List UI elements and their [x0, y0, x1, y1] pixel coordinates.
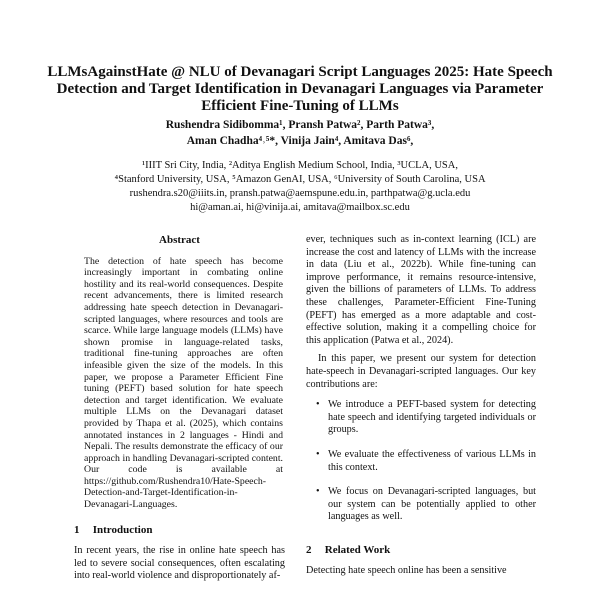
email-line: rushendra.s20@iiits.in, pransh.patwa@aemspune.edu.in, parthpatwa@g.ucla.edu	[129, 188, 471, 199]
affiliation-line: ¹IIIT Sri City, India, ²Aditya English Medium School, India, ³UCLA, USA,	[142, 160, 458, 171]
email-line: hi@aman.ai, hi@vinija.ai, amitava@mailbox.sc.edu	[190, 202, 410, 213]
affiliation-line: ⁴Stanford University, USA, ⁵Amazon GenAI, USA, ⁶University of South Carolina, USA	[114, 174, 486, 185]
bullet-icon: •	[316, 448, 320, 460]
list-item	[306, 399, 536, 437]
section-number: 1	[74, 523, 80, 536]
section-number: 2	[306, 543, 312, 556]
list-item-text: We evaluate the effectiveness of various LLMs in this context.	[328, 448, 536, 473]
list-item	[306, 486, 536, 524]
bullet-icon: •	[316, 399, 320, 411]
section-title: Related Work	[324, 543, 391, 556]
abstract-body: The detection of hate speech has become increasingly important in combating online hostility and its real-world consequences. Despite recent advancements, there is limited research addressing hate speech detection in Devanagari-scripted languages, where resources and tools are scarce. While large language models (LLMs) have shown promise in language-related tasks, traditional fine-tuning approaches are often infeasible given the size of the models. In this paper, we propose a Parameter Efficient Fine tuning (PEFT) based solution for hate speech detection and target identification. We evaluate multiple LLMs on the Devanagari dataset provided by Thapa et al. (2025), which contains annotated instances in 2 languages - Hindi and Nepali. The results demonstrate the efficacy of our approach in handling Devanagari-scripted content. Our code is available at https://github.com/Rushendra10/Hate-Speech-Detection-and-Target-Identification-in-Devanagari-Languages.	[84, 255, 283, 511]
list-item-text: We introduce a PEFT-based system for detecting hate speech and identifying targeted individuals or groups.	[328, 399, 536, 436]
section-heading-related-work	[306, 544, 536, 557]
list-item	[306, 449, 536, 474]
body-paragraph: ever, techniques such as in-context learning (ICL) are increase the cost and latency of LLMs with the increase in data (Liu et al., 2022b). While fine-tuning can improve performance, it remains resource-intensive, given the billions of parameters of LLMs. To address these challenges, Parameter-Efficient Fine-Tuning (PEFT) has emerged as a more adaptable and cost-effective solution, making it a compelling choice for this application (Patwa et al., 2024).	[306, 234, 536, 346]
paper-title: LLMsAgainstHate @ NLU of Devanagari Script Languages 2025: Hate Speech Detection and Target Identification in Devanagari Languages via Parameter Efficient Fine-Tuning of LLMs	[47, 64, 553, 114]
intro-paragraph: In recent years, the rise in online hate speech has led to severe social consequences, often escalating into real-world violence and disproportionately af-	[74, 545, 285, 582]
author-line: Aman Chadha⁴˒⁵*, Vinija Jain⁴, Amitava Das⁶,	[186, 135, 414, 147]
section-title: Introduction	[92, 523, 153, 536]
body-paragraph: In this paper, we present our system for detection hate-speech in Devanagari-scripted languages. Our key contributions are:	[306, 353, 536, 390]
related-paragraph: Detecting hate speech online has been a sensitive	[306, 565, 507, 577]
author-list	[40, 117, 560, 149]
left-column	[74, 234, 285, 589]
author-line: Rushendra Sidibomma¹, Pransh Patwa², Parth Patwa³,	[165, 119, 435, 131]
bullet-icon: •	[316, 486, 320, 498]
abstract-heading: Abstract	[159, 234, 200, 246]
contributions-list	[306, 399, 536, 524]
list-item-text: We focus on Devanagari-scripted languages, but our system can be potentially applied to other languages as well.	[328, 486, 536, 523]
section-heading-introduction	[74, 524, 285, 537]
right-column	[306, 234, 536, 584]
affiliations	[40, 159, 560, 215]
